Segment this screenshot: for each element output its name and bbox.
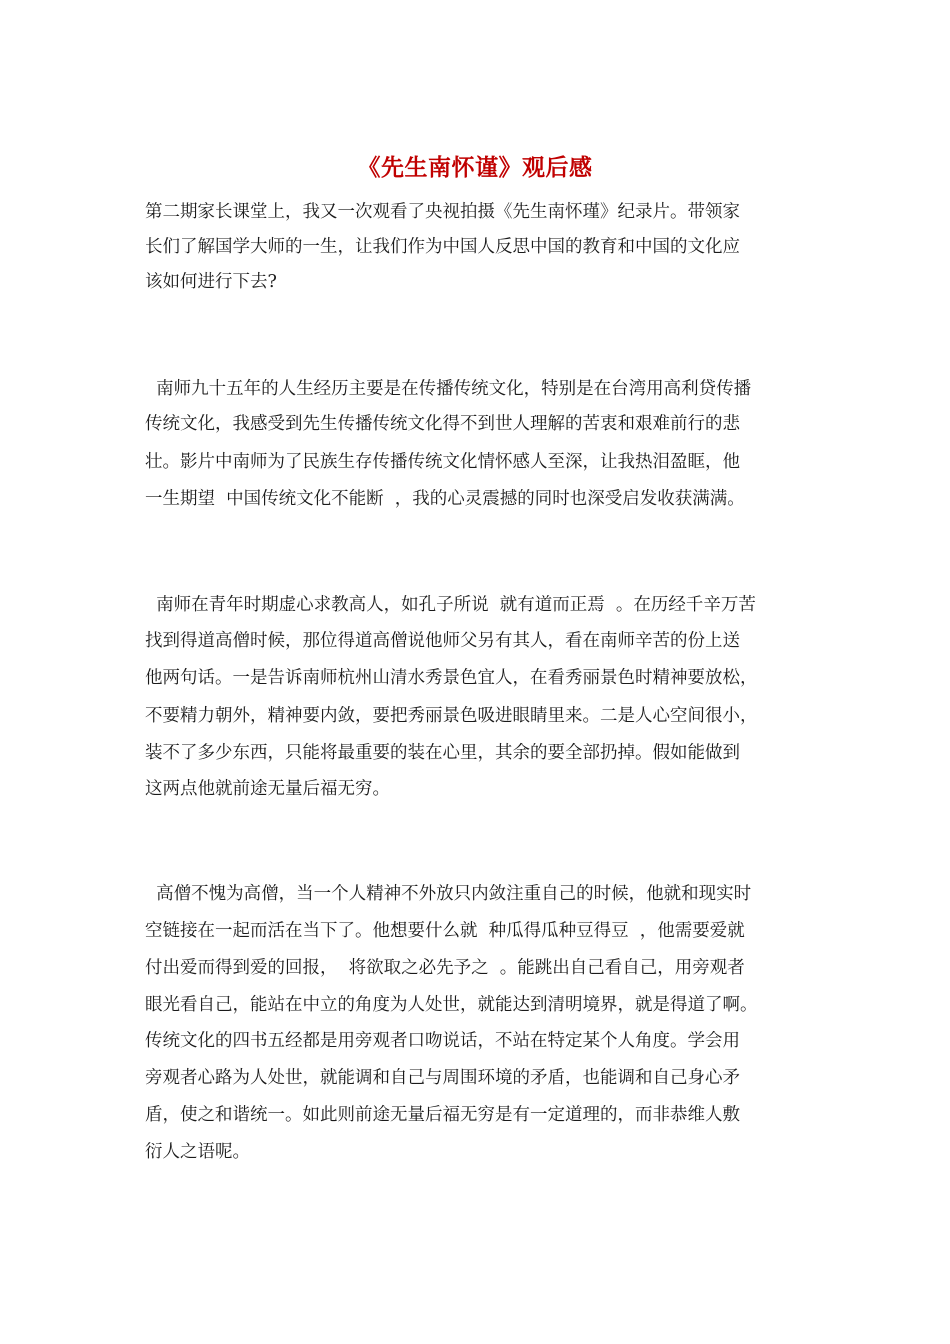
paragraph-3-line-5: 装不了多少东西，只能将最重要的装在心里，其余的要全部扔掉。假如能做到 (145, 743, 740, 763)
paragraph-4-line-7: 盾，使之和谐统一。如此则前途无量后福无穷是有一定道理的，而非恭维人敷 (145, 1105, 740, 1125)
paragraph-3-line-2: 找到得道高僧时候，那位得道高僧说他师父另有其人，看在南师辛苦的份上送 (145, 631, 740, 651)
paragraph-4-line-1: 高僧不愧为高僧，当一个人精神不外放只内敛注重自己的时候，他就和现实时 (145, 884, 752, 904)
paragraph-1-line-2: 长们了解国学大师的一生，让我们作为中国人反思中国的教育和中国的文化应 (145, 237, 740, 257)
paragraph-2-line-2: 传统文化，我感受到先生传播传统文化得不到世人理解的苦衷和艰难前行的悲 (145, 414, 740, 434)
paragraph-4-line-2: 空链接在一起而活在当下了。他想要什么就 种瓜得瓜种豆得豆 ，他需要爱就 (145, 921, 745, 941)
paragraph-2-line-3: 壮。影片中南师为了民族生存传播传统文化情怀感人至深，让我热泪盈眶，他 (145, 452, 740, 472)
paragraph-2-line-4: 一生期望 中国传统文化不能断 ，我的心灵震撼的同时也深受启发收获满满。 (145, 489, 745, 509)
document-title: 《先生南怀谨》观后感 (357, 154, 593, 181)
paragraph-4-line-8: 衍人之语呢。 (145, 1142, 250, 1162)
paragraph-1-line-1: 第二期家长课堂上，我又一次观看了央视拍摄《先生南怀瑾》纪录片。带领家 (145, 202, 740, 222)
paragraph-2-line-1: 南师九十五年的人生经历主要是在传播传统文化，特别是在台湾用高利贷传播 (145, 379, 752, 399)
paragraph-3-line-6: 这两点他就前途无量后福无穷。 (145, 779, 390, 799)
paragraph-1-line-3: 该如何进行下去? (145, 272, 277, 292)
paragraph-4-line-4: 眼光看自己，能站在中立的角度为人处世，就能达到清明境界，就是得道了啊。 (145, 995, 758, 1015)
paragraph-4-line-6: 旁观者心路为人处世，就能调和自己与周围环境的矛盾，也能调和自己身心矛 (145, 1068, 740, 1088)
paragraph-3-line-1: 南师在青年时期虚心求教高人，如孔子所说 就有道而正焉 。在历经千辛万苦 (145, 595, 756, 615)
paragraph-3-line-4: 不要精力朝外，精神要内敛，要把秀丽景色吸进眼睛里来。二是人心空间很小， (145, 706, 758, 726)
paragraph-4-line-5: 传统文化的四书五经都是用旁观者口吻说话，不站在特定某个人角度。学会用 (145, 1031, 740, 1051)
paragraph-4-line-3: 付出爱而得到爱的回报， 将欲取之必先予之 。能跳出自己看自己，用旁观者 (145, 958, 745, 978)
paragraph-3-line-3: 他两句话。一是告诉南师杭州山清水秀景色宜人，在看秀丽景色时精神要放松， (145, 668, 758, 688)
